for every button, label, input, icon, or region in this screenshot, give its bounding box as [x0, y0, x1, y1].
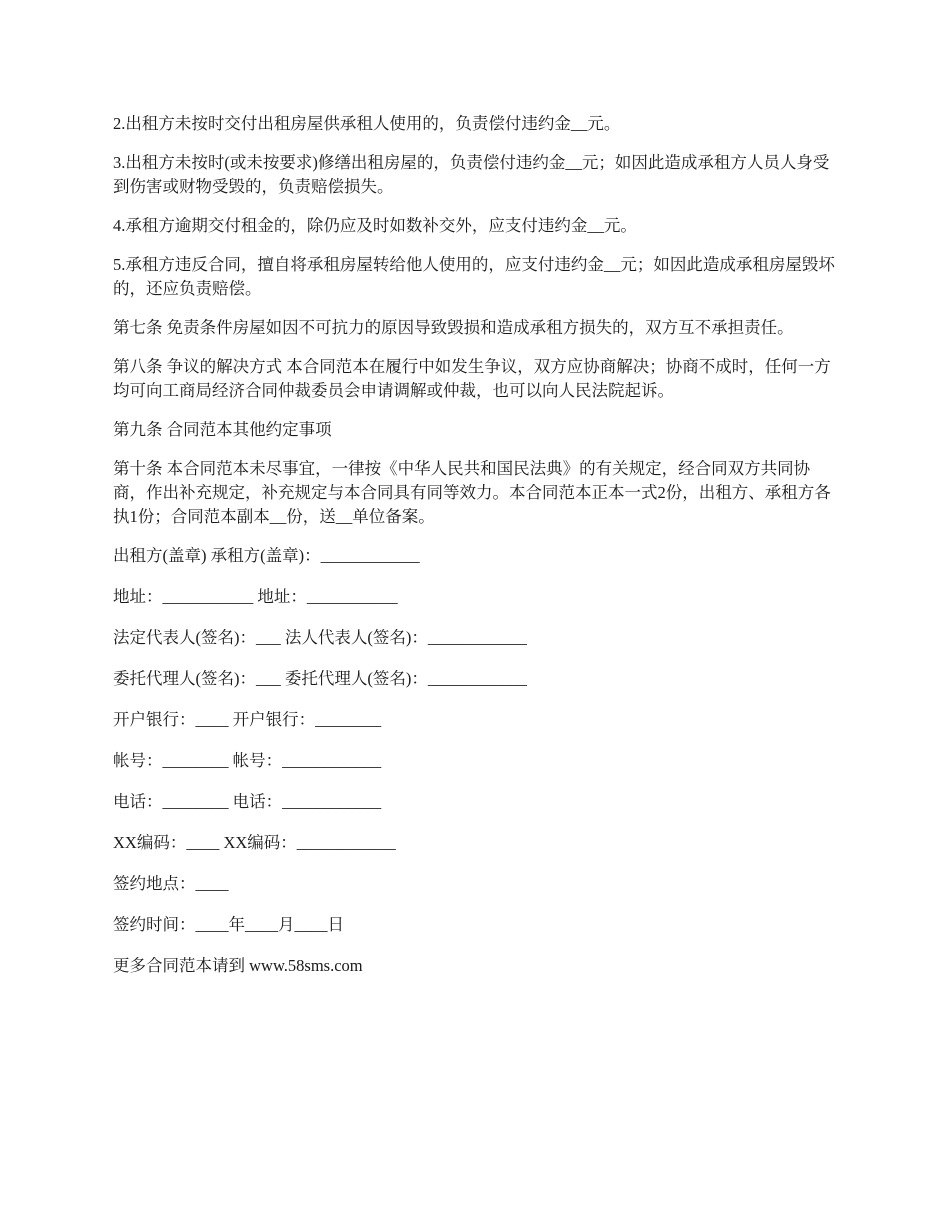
clause-penalty-late-rent: 4.承租方逾期交付租金的，除仍应及时如数补交外，应支付违约金__元。: [113, 216, 637, 235]
footer-link-text: 更多合同范本请到 www.58sms.com: [113, 956, 363, 975]
clause-article-10: 第十条 本合同范本未尽事宜，一律按《中华人民共和国民法典》的有关规定，经合同双方共同协商，作出补充规定，补充规定与本合同具有同等效力。本合同范本正本一式2份，出租方、承租方各执1份；合同范本副本__份，送__单位备案。: [113, 459, 831, 526]
clause-penalty-sublet: 5.承租方违反合同，擅自将承租房屋转给他人使用的，应支付违约金__元；如因此造成承租房屋毁坏的，还应负责赔偿。: [113, 255, 835, 298]
document-page: [113, 112, 838, 995]
clause-penalty-repair: 3.出租方未按时(或未按要求)修缮出租房屋的，负责偿付违约金__元；如因此造成承租方人员人身受到伤害或财物受毁的，负责赔偿损失。: [113, 153, 830, 196]
field-bank: 开户银行：____ 开户银行：________: [113, 710, 382, 729]
field-signing-date: 签约时间：____年____月____日: [113, 915, 344, 934]
field-phone: 电话：________ 电话：____________: [113, 792, 382, 811]
clause-article-7: 第七条 免责条件房屋如因不可抗力的原因导致毁损和造成承租方损失的，双方互不承担责任。: [113, 318, 794, 337]
field-signing-place: 签约地点：____: [113, 874, 229, 893]
clause-article-9: 第九条 合同范本其他约定事项: [113, 420, 332, 439]
field-legal-representative: 法定代表人(签名)：___ 法人代表人(签名)：____________: [113, 628, 527, 647]
field-seal: 出租方(盖章) 承租方(盖章)：____________: [113, 546, 420, 565]
field-postcode: XX编码：____ XX编码：____________: [113, 833, 396, 852]
field-account: 帐号：________ 帐号：____________: [113, 751, 382, 770]
clause-article-8: 第八条 争议的解决方式 本合同范本在履行中如发生争议，双方应协商解决；协商不成时，任何一方均可向工商局经济合同仲裁委员会申请调解或仲裁，也可以向人民法院起诉。: [113, 357, 831, 400]
field-address: 地址：___________ 地址：___________: [113, 587, 398, 606]
field-agent: 委托代理人(签名)：___ 委托代理人(签名)：____________: [113, 669, 527, 688]
clause-penalty-late-delivery: 2.出租方未按时交付出租房屋供承租人使用的，负责偿付违约金__元。: [113, 114, 621, 133]
